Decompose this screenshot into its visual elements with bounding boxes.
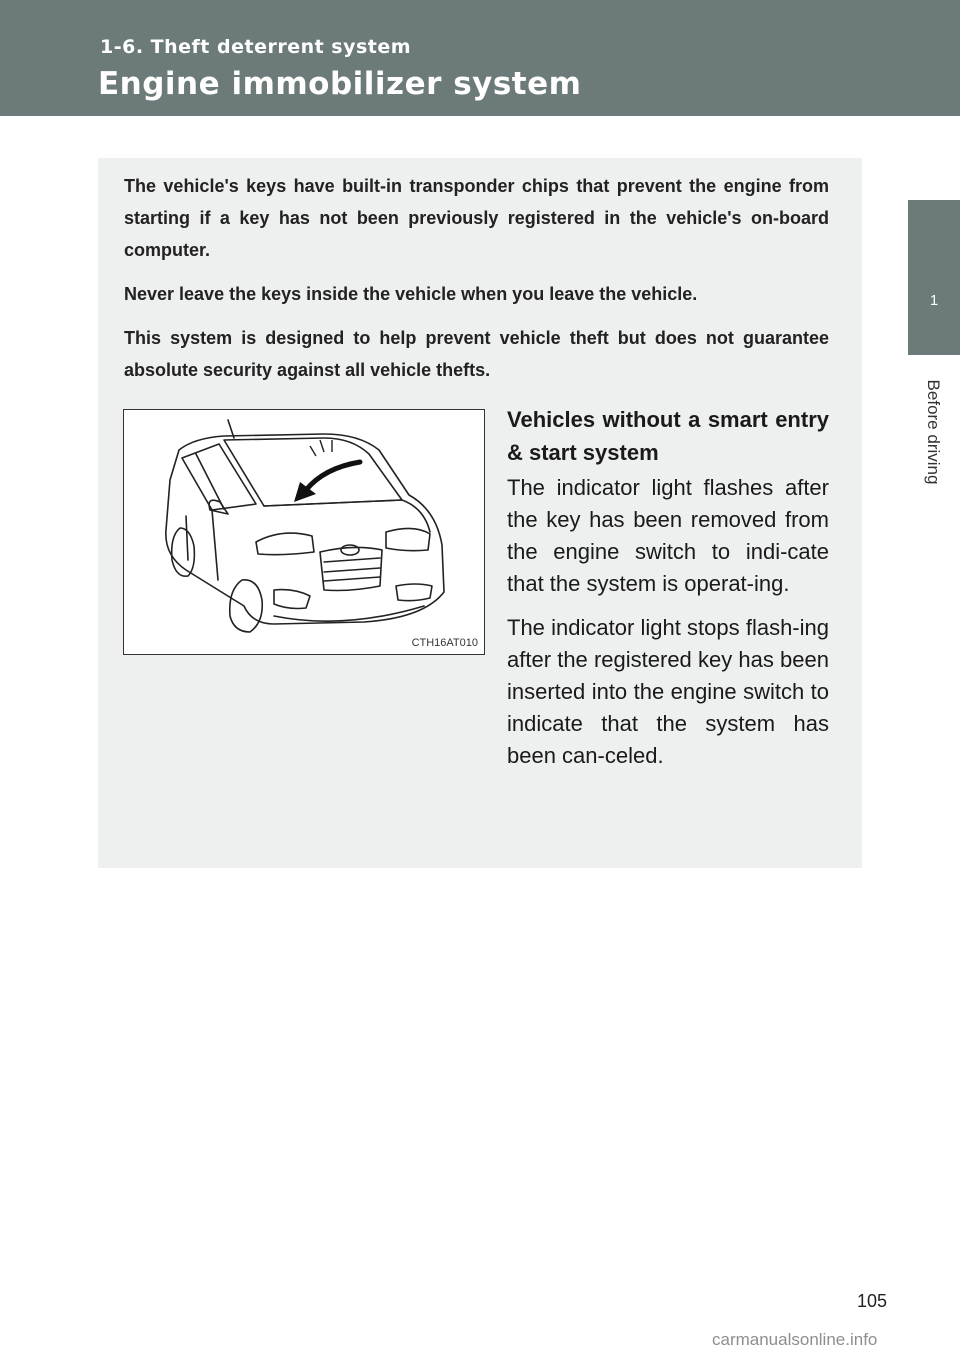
intro-paragraph: This system is designed to help prevent vehicle theft but does not guarantee absolute security against all vehicle thefts.	[124, 328, 829, 380]
body-paragraph: The indicator light stops flash-ing after the registered key has been inserted into the engine switch to indicate that the system has been can-celed.	[507, 615, 829, 768]
indicator-arrow-icon	[294, 462, 360, 502]
car-indicator-illustration-icon	[124, 410, 484, 654]
watermark: carmanualsonline.info	[712, 1330, 878, 1349]
car-illustration	[123, 409, 485, 655]
chapter-label: Before driving	[924, 379, 943, 485]
section-heading: Vehicles without a smart entry & start system	[507, 407, 829, 465]
page-number: 105	[857, 1291, 888, 1311]
intro-text	[124, 170, 829, 398]
body-paragraph: The indicator light flashes after the key has been removed from the engine switch to indi-cate that the system is operat-ing.	[507, 475, 829, 596]
figure-code: CTH16AT010	[411, 637, 478, 649]
intro-paragraph: The vehicle's keys have built-in transponder chips that prevent the engine from starting if a key has not been previously registered in the vehicle's on-board computer.	[124, 176, 829, 260]
page-header	[0, 0, 960, 116]
intro-paragraph: Never leave the keys inside the vehicle when you leave the vehicle.	[124, 284, 698, 304]
chapter-tab[interactable]	[908, 200, 960, 355]
section-label: 1-6. Theft deterrent system	[100, 36, 412, 58]
page-title: Engine immobilizer system	[98, 66, 582, 102]
chapter-number: 1	[929, 292, 939, 309]
section-body	[507, 472, 829, 784]
